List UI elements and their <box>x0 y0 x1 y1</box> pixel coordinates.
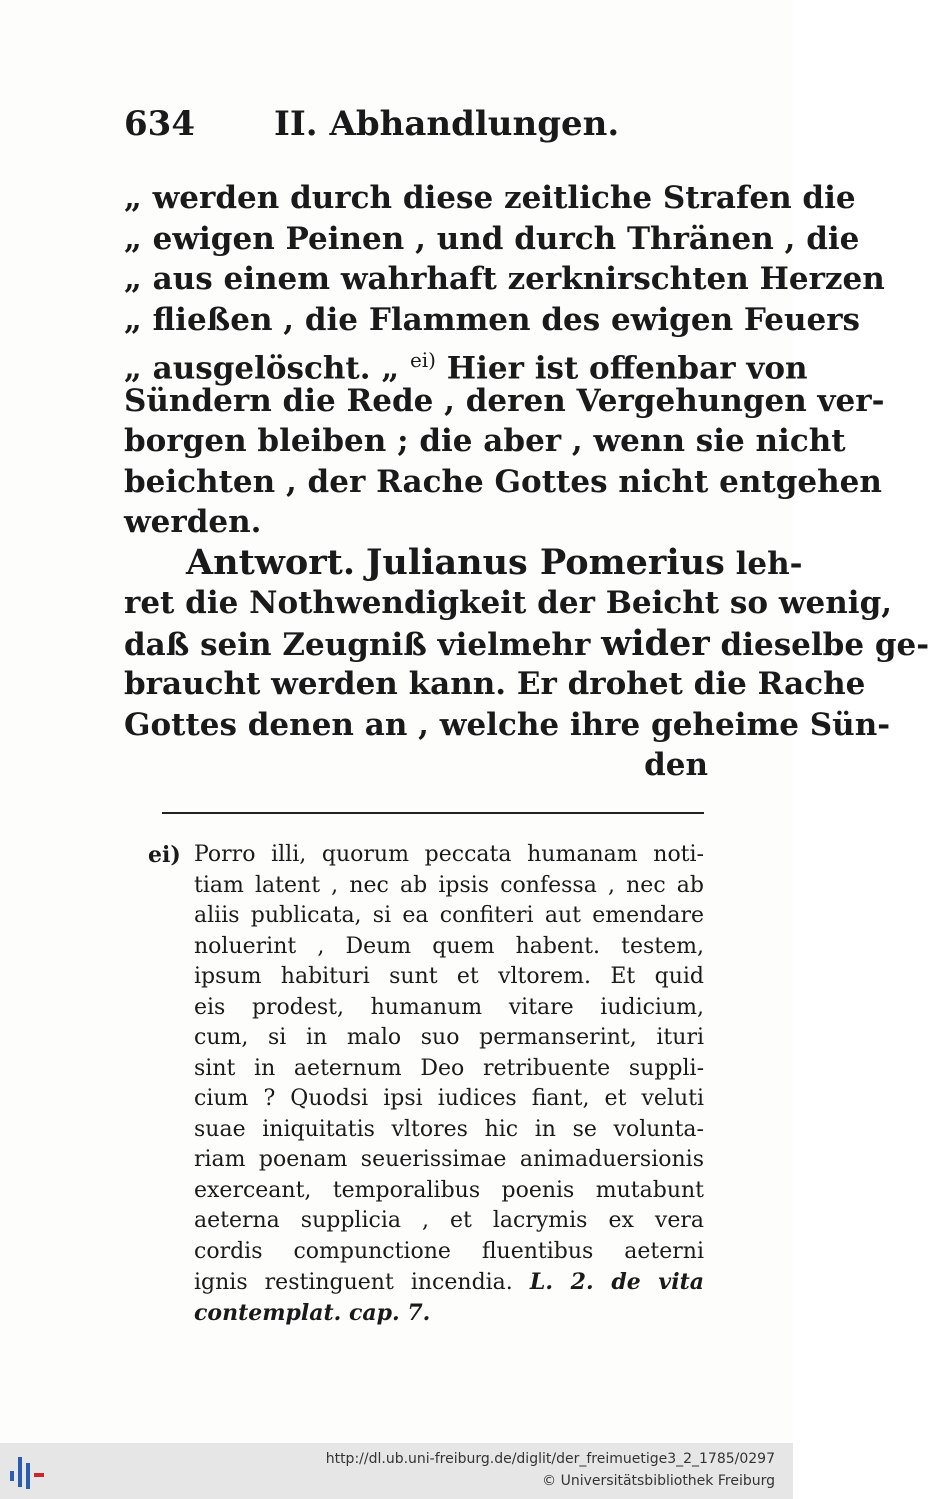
footnote-line: ipsum habituri sunt et vltorem. Et quid <box>194 964 704 989</box>
footnote-line: noluerint , Deum quem habent. testem, <box>194 933 704 959</box>
footnote-line: cium ? Quodsi ipsi iudices fiant, et veluti <box>194 1086 704 1111</box>
citation: L. 2. de vita <box>529 1269 704 1295</box>
logo-bar <box>34 1473 44 1477</box>
text-segment: ignis restinguent incendia. <box>194 1270 513 1295</box>
logo-bar <box>26 1463 30 1489</box>
logo-bar <box>18 1457 22 1487</box>
footnote-line: riam poenam seuerissimae animaduersionis <box>194 1147 704 1172</box>
footnote-line <box>194 1267 704 1298</box>
text-segment: daß sein Zeugniß vielmehr <box>124 626 591 663</box>
footnote-line: cordis compunctione fluentibus aeterni <box>194 1238 704 1264</box>
footnote-line: suae iniquitatis vltores hic in se volunta- <box>194 1116 704 1142</box>
text-line <box>124 541 803 584</box>
ub-freiburg-logo-icon[interactable] <box>8 1453 48 1491</box>
text-line: borgen bleiben ; die aber , wenn sie nicht <box>124 423 846 459</box>
footnote-body <box>194 840 704 1328</box>
footnote-line: eis prodest, humanum vitare iudicium, <box>194 994 704 1020</box>
text-line: Gottes denen an , welche ihre geheime Sün- <box>124 706 891 743</box>
text-segment: „ ausgelöscht. „ <box>124 350 400 387</box>
text-line <box>124 622 929 665</box>
copyright-notice: © Universitätsbibliothek Freiburg <box>542 1473 775 1489</box>
text-line: „ ewigen Peinen , und durch Thränen , die <box>124 220 860 257</box>
footnote-line: sint in aeternum Deo retribuente suppli- <box>194 1055 704 1081</box>
footnote-reference: ei) <box>409 348 436 372</box>
footnote-line: cum, si in malo suo permanserint, ituri <box>194 1025 704 1050</box>
text-line: ret die Nothwendigkeit der Beicht so wenig, <box>124 585 893 621</box>
paragraph-lead: Antwort. <box>186 541 356 583</box>
footnote-line: aliis publicata, si ea confiteri aut emendare <box>194 903 704 928</box>
text-line: „ fließen , die Flammen des ewigen Feuers <box>124 301 860 338</box>
viewer-footer <box>0 1443 793 1499</box>
permalink-url[interactable]: http://dl.ub.uni-freiburg.de/diglit/der_freimuetige3_2_1785/0297 <box>325 1451 775 1467</box>
text-line: braucht werden kann. Er drohet die Rache <box>124 666 866 702</box>
text-segment: leh- <box>735 545 803 582</box>
text-segment: dieselbe ge- <box>720 626 929 663</box>
footnote-marker: ei) <box>148 842 181 868</box>
page-number: 634 <box>124 104 195 144</box>
text-line: werden. <box>124 504 262 540</box>
page-header <box>124 104 703 154</box>
text-segment: Hier ist offenbar von <box>446 350 808 387</box>
text-line: beichten , der Rache Gottes nicht entgehen <box>124 463 882 500</box>
author-name: Julianus Pomerius <box>365 541 725 583</box>
emphasized-word: wider <box>601 622 710 664</box>
footnote-divider <box>162 812 704 814</box>
running-head: II. Abhandlungen. <box>274 104 620 144</box>
footnote-line: aeterna supplicia , et lacrymis ex vera <box>194 1208 704 1233</box>
text-line: Sündern die Rede , deren Vergehungen ver- <box>124 382 885 419</box>
text-line: „ aus einem wahrhaft zerknirschten Herzen <box>124 261 885 297</box>
text-line <box>124 340 808 387</box>
text-line: „ werden durch diese zeitliche Strafen die <box>124 180 856 216</box>
logo-bar <box>10 1471 14 1481</box>
footnote-line: Porro illi, quorum peccata humanam noti- <box>194 842 704 867</box>
citation-continued: contemplat. cap. 7. <box>194 1299 431 1326</box>
main-text <box>124 178 929 786</box>
footnote-line: tiam latent , nec ab ipsis confessa , nec ab <box>194 872 704 898</box>
catchword: den <box>644 747 708 783</box>
footnote-line: exerceant, temporalibus poenis mutabunt <box>194 1177 704 1203</box>
